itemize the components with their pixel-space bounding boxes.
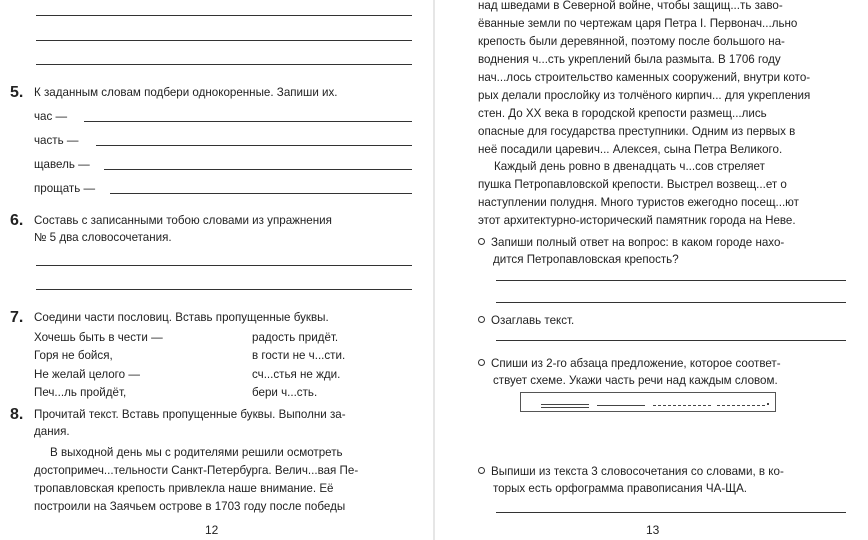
ex6-task-line1: Составь с записанными тобою словами из упражнения — [34, 214, 332, 227]
paragraph2-line: Каждый день ровно в двенадцать ч...сов стреляет — [494, 160, 765, 173]
proverb-left-part: Печ...ль пройдёт, — [34, 386, 127, 399]
ex8-text-line: тропавловская крепость привлекла наше внимание. Её — [34, 482, 334, 495]
proverb-left-part: Не желай целого — — [34, 368, 140, 381]
question-1-line1: Запиши полный ответ на вопрос: в каком городе нахо- — [491, 236, 785, 249]
question-2 — [478, 312, 574, 329]
text-line: неё посадили царевич... Алексея, сына Петра Великого. — [478, 143, 783, 156]
ex5-word: час — — [34, 110, 68, 123]
text-line: крепость были деревянной, поэтому после большого на- — [478, 35, 785, 48]
scheme-word-mark — [597, 405, 645, 406]
q1-answer-line[interactable] — [496, 302, 846, 303]
ex8-text-line: построили на Заячьем острове в 1703 году после победы — [34, 500, 346, 513]
ex5-word: прощать — — [34, 182, 96, 195]
ex6-answer-line[interactable] — [36, 265, 412, 266]
ex5-word: часть — — [34, 134, 79, 147]
ex7-number: 7. — [10, 309, 24, 326]
answer-line[interactable] — [36, 15, 412, 16]
circle-bullet-icon — [478, 316, 485, 323]
ex5-answer-line[interactable] — [84, 121, 412, 122]
question-3-line1: Спиши из 2-го абзаца предложение, которое соответ- — [491, 357, 781, 370]
text-line: стен. До XX века в городской крепости размещ...лись — [478, 107, 767, 120]
q4-answer-line[interactable] — [496, 512, 846, 513]
question-1 — [478, 234, 784, 251]
question-4-line1: Выпиши из текста 3 словосочетания со словами, в ко- — [491, 465, 784, 478]
ex6-task-line2: № 5 два словосочетания. — [34, 231, 172, 244]
q2-answer-line[interactable] — [496, 340, 846, 341]
ex7-task: Соедини части пословиц. Вставь пропущенные буквы. — [34, 311, 329, 324]
text-line: нач...лось строительство каменных сооружений, внутри кото- — [478, 71, 811, 84]
question-1-line2: дится Петропавловская крепость? — [493, 253, 679, 266]
answer-line[interactable] — [36, 64, 412, 65]
ex8-text-line: достопримеч...тельности Санкт-Петербурга. Велич...вая Пе- — [34, 464, 359, 477]
text-line: ёванные земли по чертежам царя Петра I. Первонач...льно — [478, 17, 798, 30]
ex6-number: 6. — [10, 212, 24, 229]
proverb-right-part: в гости не ч...сти. — [252, 349, 346, 362]
question-3 — [478, 355, 781, 372]
question-2-text: Озаглавь текст. — [491, 314, 575, 327]
answer-line[interactable] — [36, 40, 412, 41]
ex5-word: щавель — — [34, 158, 90, 171]
proverb-right-part: сч...стья не жди. — [252, 368, 341, 381]
q1-answer-line[interactable] — [496, 280, 846, 281]
ex5-answer-line[interactable] — [104, 169, 412, 170]
proverb-right-part: бери ч...сть. — [252, 386, 318, 399]
text-line: рых делали прослойку из толчёного кирпич... для укрепления — [478, 89, 811, 102]
ex8-text-line: В выходной день мы с родителями решили осмотреть — [50, 446, 343, 459]
circle-bullet-icon — [478, 359, 485, 366]
ex8-number: 8. — [10, 406, 24, 423]
page-divider — [433, 0, 435, 540]
proverb-right-part: радость придёт. — [252, 331, 339, 344]
circle-bullet-icon — [478, 238, 485, 245]
page-number: 13 — [646, 523, 660, 537]
question-3-line2: ствует схеме. Укажи часть речи над каждым словом. — [493, 374, 778, 387]
ex5-task: К заданным словам подбери однокоренные. Запиши их. — [34, 86, 338, 99]
question-4 — [478, 463, 784, 480]
ex8-task-line1: Прочитай текст. Вставь пропущенные буквы. Выполни за- — [34, 408, 346, 421]
text-line: над шведами в Северной войне, чтобы защищ...ть заво- — [478, 0, 783, 12]
ex5-answer-line[interactable] — [110, 193, 412, 194]
ex5-answer-line[interactable] — [96, 145, 412, 146]
paragraph2-line: наступлении полудня. Много туристов ежегодно посещ...ют — [478, 196, 799, 209]
paragraph2-line: этот архитектурно-исторический памятник города на Неве. — [478, 214, 796, 227]
scheme-subject-mark — [541, 404, 589, 405]
paragraph2-line: пушка Петропавловской крепости. Выстрел возвещ...ет о — [478, 178, 787, 191]
proverb-left-part: Горя не бойся, — [34, 349, 113, 362]
scheme-period-mark — [767, 403, 769, 405]
ex5-number: 5. — [10, 84, 24, 101]
scheme-object-mark — [717, 405, 765, 406]
text-line: опасные для государства преступники. Одним из первых в — [478, 125, 796, 138]
ex8-task-line2: дания. — [34, 425, 70, 438]
circle-bullet-icon — [478, 467, 485, 474]
page-number: 12 — [205, 523, 219, 537]
sentence-scheme — [520, 392, 776, 412]
proverb-left-part: Хочешь быть в чести — — [34, 331, 163, 344]
question-4-line2: торых есть орфограмма правописания ЧА-ЩА. — [493, 482, 748, 495]
text-line: воднения ч...сть укреплений была размыта. В 1706 году — [478, 53, 781, 66]
scheme-predicate-mark — [541, 407, 589, 408]
left-page — [0, 0, 432, 540]
scheme-object-mark — [653, 405, 711, 406]
ex6-answer-line[interactable] — [36, 289, 412, 290]
